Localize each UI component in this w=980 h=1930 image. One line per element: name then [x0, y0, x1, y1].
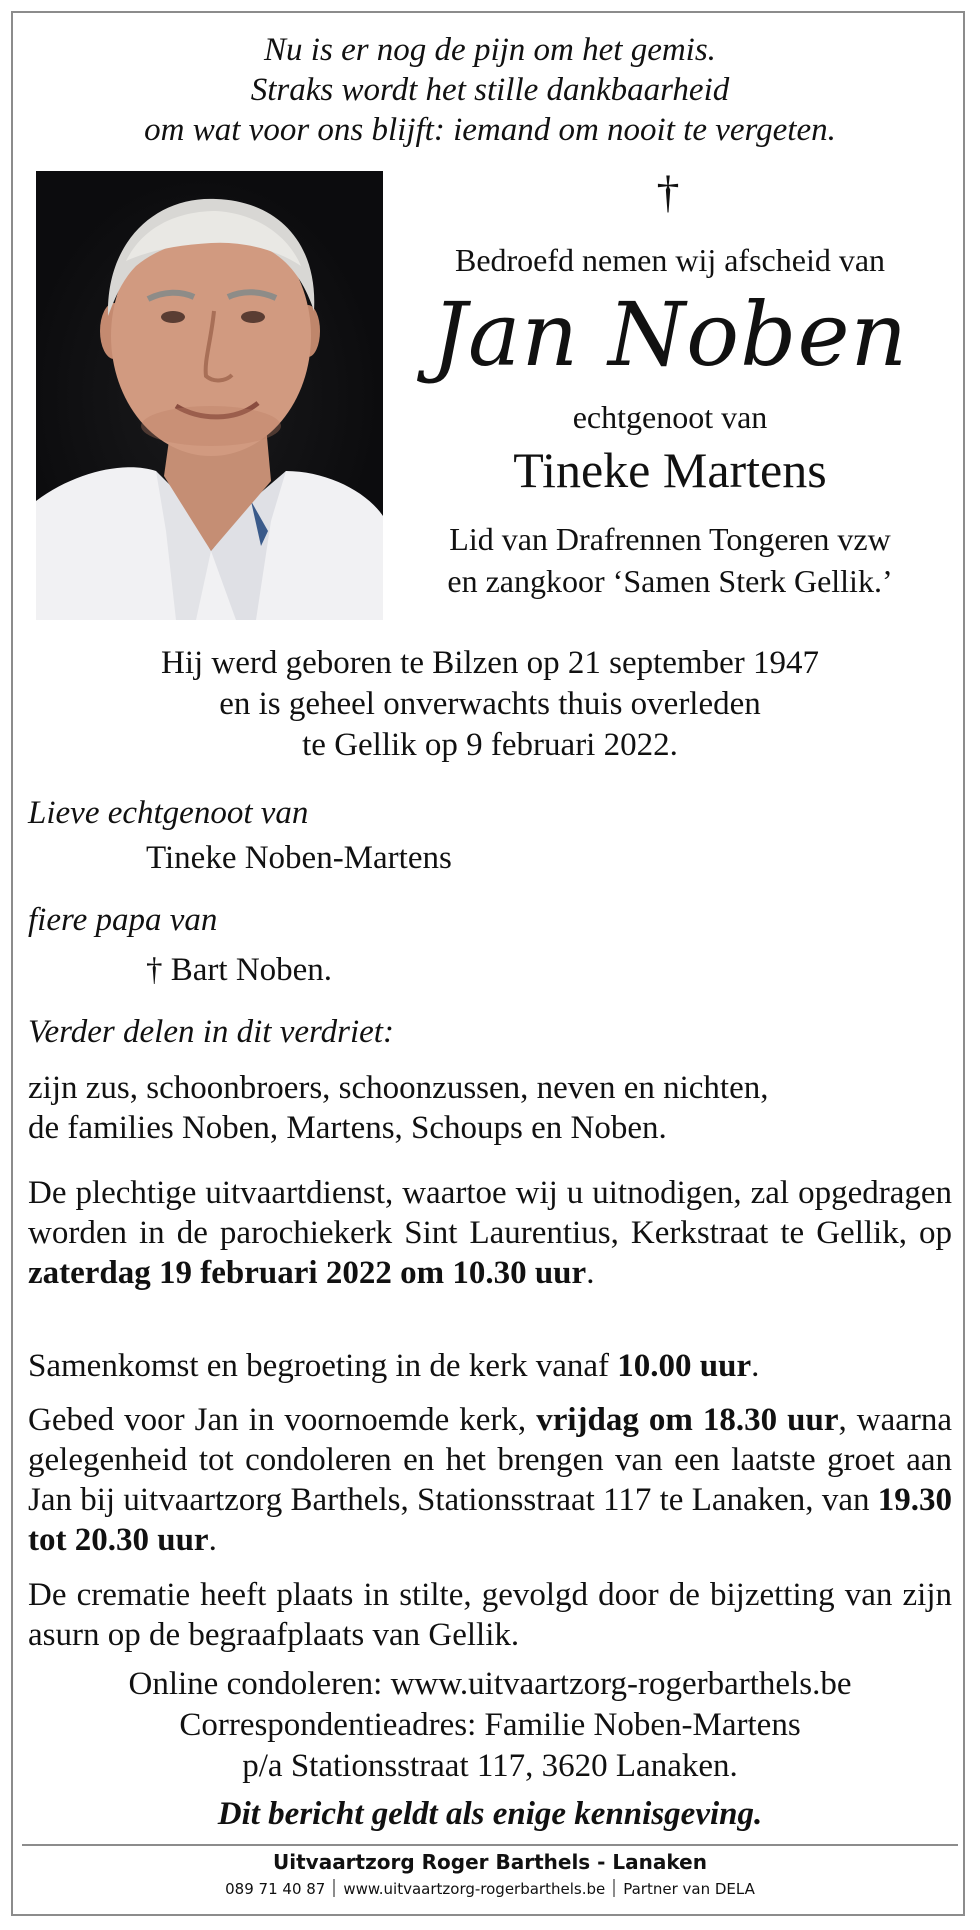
birth-line: Hij werd geboren te Bilzen op 21 september 1947 — [161, 645, 819, 681]
spouse-name: Tineke Martens — [513, 442, 827, 498]
prayer-time: vrijdag om 18.30 uur — [536, 1402, 839, 1438]
service-end: . — [586, 1255, 595, 1291]
contact-info — [0, 1664, 980, 1787]
membership-line: Lid van Drafrennen Tongeren vzw — [449, 521, 891, 557]
footer-phone: 089 71 40 87 — [225, 1880, 326, 1898]
birth-line: en is geheel onverwachts thuis overleden — [219, 686, 761, 722]
others-list — [28, 1068, 952, 1148]
prayer-text: Gebed voor Jan in voornoemde kerk, — [28, 1402, 537, 1438]
spouse-full-name: Tineke Noben-Martens — [146, 840, 452, 876]
divider — [613, 1879, 615, 1897]
poem-line: Straks wordt het stille dankbaarheid — [250, 72, 730, 108]
footer-company: Uitvaartzorg Roger Barthels - Lanaken — [273, 1850, 707, 1874]
prayer-paragraph — [28, 1400, 952, 1560]
poem — [0, 30, 980, 150]
others-line: zijn zus, schoonbroers, schoonzussen, neven en nichten, — [28, 1070, 769, 1106]
visitation-time: 19.30 tot 20.30 uur — [28, 1482, 952, 1558]
portrait-photo — [36, 171, 383, 620]
child-name: † Bart Noben. — [146, 952, 333, 988]
poem-line: om wat voor ons blijft: iemand om nooit te vergeten. — [144, 112, 836, 148]
spouse-intro: echtgenoot van — [572, 399, 768, 435]
footer-divider — [22, 1844, 958, 1846]
footer-details — [0, 1879, 980, 1899]
cross-icon: † — [656, 166, 680, 217]
footer-partner: Partner van DELA — [623, 1880, 755, 1898]
prayer-end: . — [208, 1522, 217, 1558]
membership-line: en zangkoor ‘Samen Sterk Gellik.’ — [447, 563, 893, 599]
membership — [400, 518, 940, 602]
service-text: De plechtige uitvaartdienst, waartoe wij u uitnodigen, zal opgedragen worden in de parochiekerk Sint Laurentius, Kerkstraat te Gellik, op — [28, 1175, 952, 1251]
cremation-paragraph: De crematie heeft plaats in stilte, gevolgd door de bijzetting van zijn asurn op de begraafplaats van Gellik. — [28, 1577, 952, 1653]
father-label: fiere papa van — [28, 902, 218, 938]
others-line: de families Noben, Martens, Schoups en Noben. — [28, 1110, 667, 1146]
service-date: zaterdag 19 februari 2022 om 10.30 uur — [28, 1255, 587, 1291]
gathering-end: . — [751, 1348, 760, 1384]
poem-line: Nu is er nog de pijn om het gemis. — [264, 32, 716, 68]
notice-statement: Dit bericht geldt als enige kennisgeving. — [217, 1796, 763, 1832]
portrait-illustration — [36, 171, 383, 620]
birth-line: te Gellik op 9 februari 2022. — [302, 727, 678, 763]
deceased-name: Jan Noben — [431, 283, 909, 386]
birth-death-info — [0, 643, 980, 766]
gathering-paragraph — [28, 1346, 952, 1386]
gathering-text: Samenkomst en begroeting in de kerk vanaf — [28, 1348, 618, 1384]
others-label: Verder delen in dit verdriet: — [28, 1014, 394, 1050]
gathering-time: 10.00 uur — [617, 1348, 752, 1384]
divider — [333, 1879, 335, 1897]
intro-text: Bedroefd nemen wij afscheid van — [454, 242, 886, 278]
prayer-text-continued: , waarna gelegenheid tot condoleren en het brengen van een laatste groet aan Jan bij uitvaartzorg Barthels, Stationsstraat 117 te Lanaken, van — [28, 1402, 953, 1518]
address-line: p/a Stationsstraat 117, 3620 Lanaken. — [242, 1748, 738, 1784]
online-condolence: Online condoleren: www.uitvaartzorg-rogerbarthels.be — [128, 1666, 852, 1702]
spouse-label: Lieve echtgenoot van — [28, 795, 309, 831]
service-paragraph — [28, 1173, 952, 1293]
address-line: Correspondentieadres: Familie Noben-Martens — [179, 1707, 801, 1743]
footer-website: www.uitvaartzorg-rogerbarthels.be — [343, 1880, 606, 1898]
